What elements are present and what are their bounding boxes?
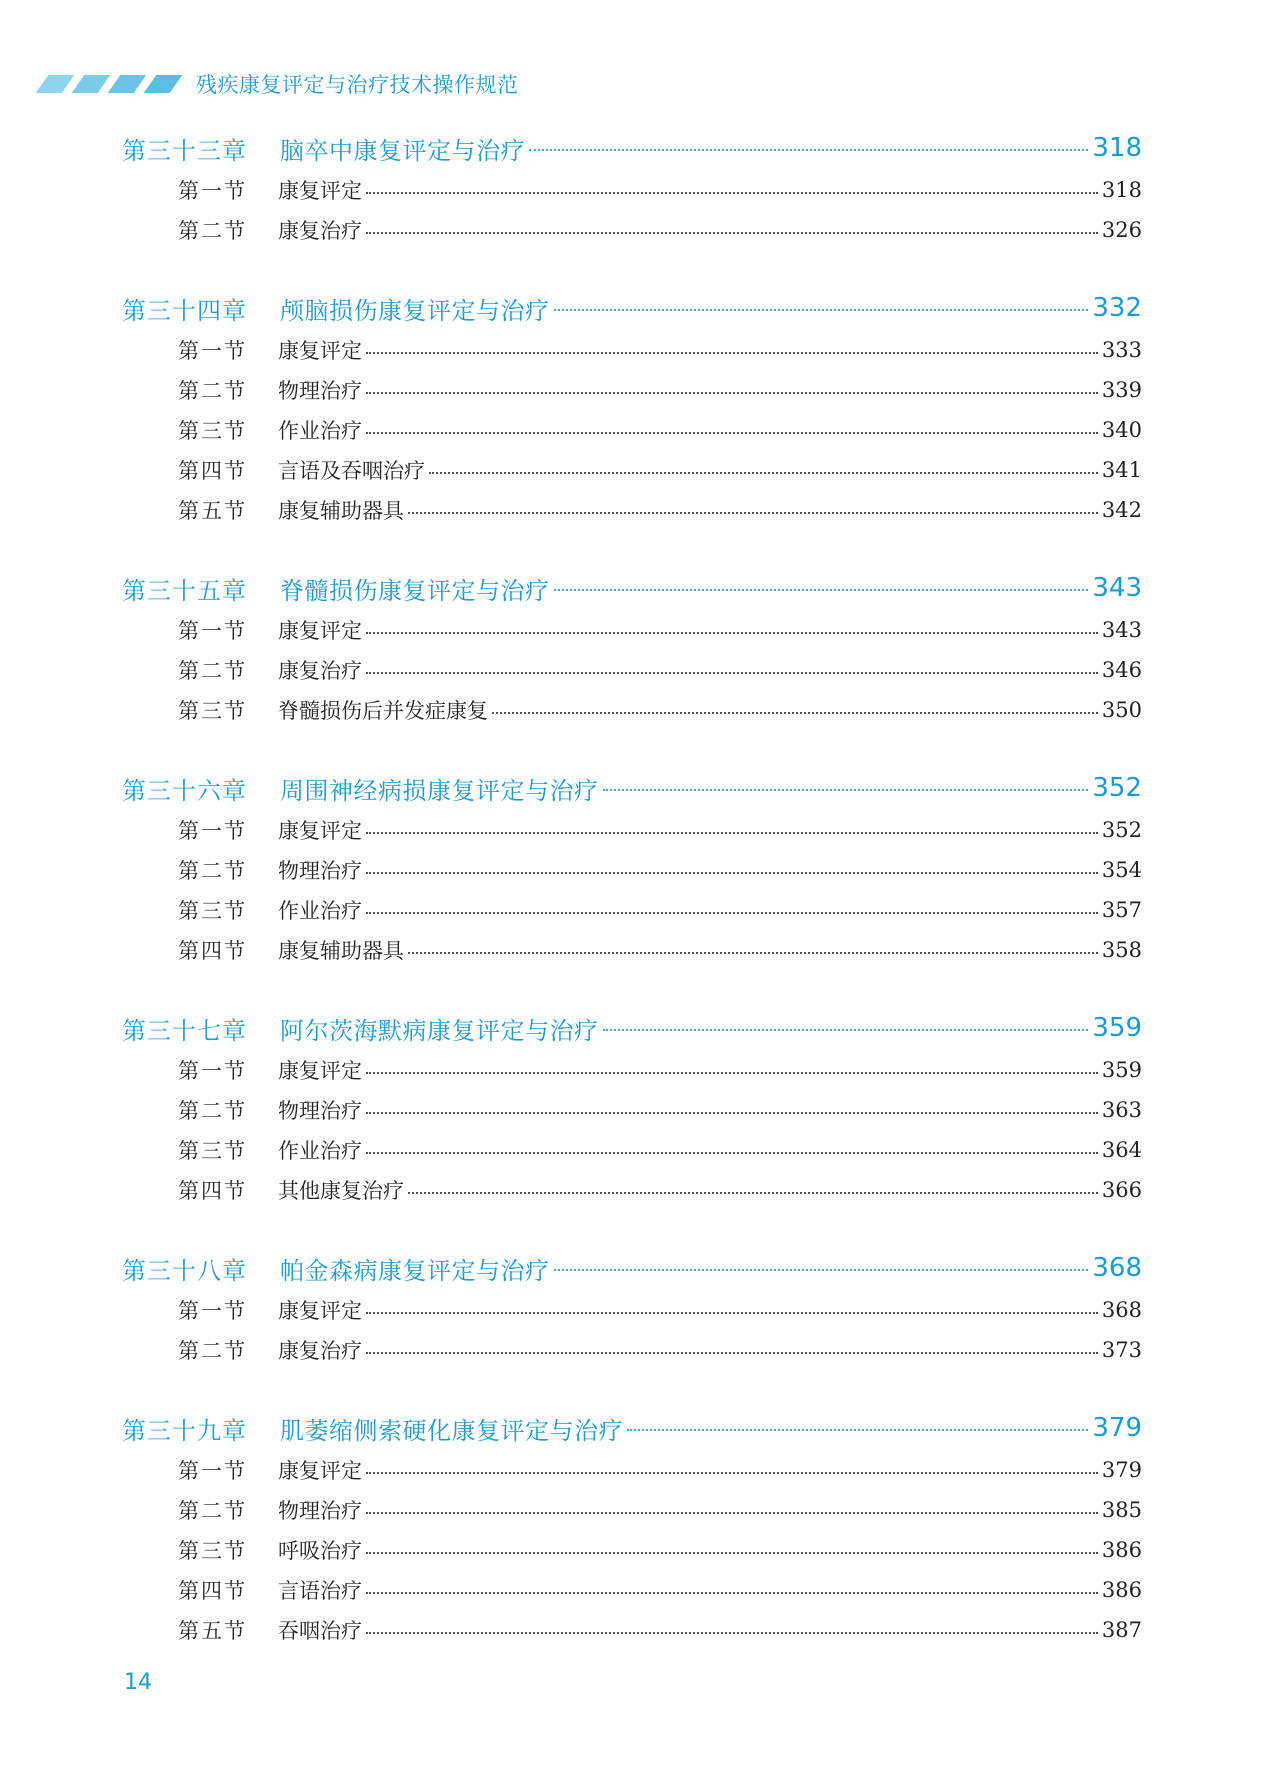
section-page: 386 [1101, 1578, 1142, 1602]
section-title: 呼吸治疗 [278, 1539, 362, 1563]
section-title: 康复治疗 [278, 219, 362, 243]
section-number: 第三节 [178, 1139, 247, 1163]
dot-leader [366, 632, 1098, 634]
section-title: 康复治疗 [278, 1339, 362, 1363]
chapter-block [122, 286, 1142, 530]
section-title: 康复评定 [278, 1059, 362, 1083]
section-entry[interactable] [122, 210, 1142, 250]
section-number: 第二节 [178, 1099, 247, 1123]
section-entry[interactable] [122, 890, 1142, 930]
section-entry[interactable] [122, 1130, 1142, 1170]
section-number: 第一节 [178, 1059, 247, 1083]
stripe-decoration [108, 75, 147, 93]
section-entry[interactable] [122, 1090, 1142, 1130]
section-entry[interactable] [122, 810, 1142, 850]
chapter-number: 第三十四章 [122, 296, 247, 325]
table-of-contents [122, 126, 1142, 1686]
section-number: 第二节 [178, 1499, 247, 1523]
chapter-title: 脑卒中康复评定与治疗 [280, 136, 525, 165]
chapter-block [122, 1246, 1142, 1370]
section-entry[interactable] [122, 850, 1142, 890]
dot-leader [366, 1552, 1098, 1554]
section-entry[interactable] [122, 690, 1142, 730]
dot-leader [366, 872, 1098, 874]
section-entry[interactable] [122, 1050, 1142, 1090]
section-title: 康复辅助器具 [278, 499, 404, 523]
section-title: 物理治疗 [278, 379, 362, 403]
section-number: 第二节 [178, 219, 247, 243]
dot-leader [408, 1192, 1098, 1194]
section-title: 吞咽治疗 [278, 1619, 362, 1643]
dot-leader [554, 309, 1089, 311]
page-number: 14 [124, 1670, 152, 1695]
chapter-title: 肌萎缩侧索硬化康复评定与治疗 [280, 1416, 623, 1445]
chapter-number: 第三十七章 [122, 1016, 247, 1045]
stripe-decoration [36, 75, 75, 93]
section-entry[interactable] [122, 370, 1142, 410]
dot-leader [529, 149, 1088, 151]
section-page: 326 [1101, 218, 1142, 242]
section-title: 作业治疗 [278, 899, 362, 923]
section-page: 364 [1101, 1138, 1142, 1162]
chapter-block [122, 766, 1142, 970]
section-page: 387 [1101, 1618, 1142, 1642]
header-stripes-decoration [42, 75, 186, 93]
section-page: 340 [1101, 418, 1142, 442]
dot-leader [366, 672, 1098, 674]
dot-leader [366, 1312, 1098, 1314]
section-number: 第四节 [178, 459, 247, 483]
chapter-title: 阿尔茨海默病康复评定与治疗 [280, 1016, 599, 1045]
section-page: 350 [1101, 698, 1142, 722]
section-title: 康复评定 [278, 179, 362, 203]
section-entry[interactable] [122, 1290, 1142, 1330]
section-entry[interactable] [122, 490, 1142, 530]
section-page: 358 [1101, 938, 1142, 962]
chapter-page: 318 [1092, 133, 1142, 163]
chapter-page: 359 [1092, 1013, 1142, 1043]
section-entry[interactable] [122, 450, 1142, 490]
section-page: 359 [1101, 1058, 1142, 1082]
section-entry[interactable] [122, 1170, 1142, 1210]
dot-leader [408, 952, 1098, 954]
section-entry[interactable] [122, 330, 1142, 370]
section-title: 康复评定 [278, 819, 362, 843]
dot-leader [366, 432, 1098, 434]
chapter-block [122, 1406, 1142, 1650]
section-page: 363 [1101, 1098, 1142, 1122]
section-title: 康复评定 [278, 1299, 362, 1323]
dot-leader [366, 192, 1098, 194]
chapter-number: 第三十五章 [122, 576, 247, 605]
section-title: 物理治疗 [278, 1099, 362, 1123]
section-page: 354 [1101, 858, 1142, 882]
section-number: 第三节 [178, 699, 247, 723]
section-number: 第一节 [178, 339, 247, 363]
section-entry[interactable] [122, 1530, 1142, 1570]
section-page: 385 [1101, 1498, 1142, 1522]
dot-leader [366, 1112, 1098, 1114]
section-number: 第三节 [178, 1539, 247, 1563]
dot-leader [366, 1472, 1098, 1474]
section-page: 341 [1101, 458, 1142, 482]
dot-leader [366, 1352, 1098, 1354]
section-entry[interactable] [122, 1570, 1142, 1610]
section-number: 第一节 [178, 1299, 247, 1323]
chapter-page: 368 [1092, 1253, 1142, 1283]
chapter-entry[interactable] [122, 566, 1142, 610]
section-entry[interactable] [122, 930, 1142, 970]
chapter-block [122, 1006, 1142, 1210]
section-number: 第二节 [178, 859, 247, 883]
section-page: 386 [1101, 1538, 1142, 1562]
section-entry[interactable] [122, 650, 1142, 690]
section-page: 379 [1101, 1458, 1142, 1482]
section-title: 脊髓损伤后并发症康复 [278, 699, 488, 723]
section-page: 346 [1101, 658, 1142, 682]
section-number: 第五节 [178, 1619, 247, 1643]
section-number: 第一节 [178, 179, 247, 203]
dot-leader [492, 712, 1098, 714]
dot-leader [429, 472, 1098, 474]
chapter-page: 379 [1092, 1413, 1142, 1443]
section-page: 343 [1101, 618, 1142, 642]
section-number: 第一节 [178, 819, 247, 843]
section-title: 物理治疗 [278, 1499, 362, 1523]
chapter-number: 第三十三章 [122, 136, 247, 165]
chapter-title: 脊髓损伤康复评定与治疗 [280, 576, 550, 605]
section-page: 333 [1101, 338, 1142, 362]
dot-leader [554, 1269, 1089, 1271]
section-number: 第二节 [178, 379, 247, 403]
chapter-entry[interactable] [122, 766, 1142, 810]
dot-leader [366, 1152, 1098, 1154]
chapter-number: 第三十八章 [122, 1256, 247, 1285]
chapter-entry[interactable] [122, 1406, 1142, 1450]
chapter-page: 352 [1092, 773, 1142, 803]
section-title: 作业治疗 [278, 1139, 362, 1163]
chapter-entry[interactable] [122, 286, 1142, 330]
section-page: 366 [1101, 1178, 1142, 1202]
section-entry[interactable] [122, 170, 1142, 210]
dot-leader [366, 232, 1098, 234]
chapter-entry[interactable] [122, 1006, 1142, 1050]
section-title: 康复辅助器具 [278, 939, 404, 963]
dot-leader [366, 832, 1098, 834]
section-entry[interactable] [122, 610, 1142, 650]
stripe-decoration [144, 75, 183, 93]
section-title: 物理治疗 [278, 859, 362, 883]
section-page: 357 [1101, 898, 1142, 922]
chapter-number: 第三十九章 [122, 1416, 247, 1445]
chapter-title: 帕金森病康复评定与治疗 [280, 1256, 550, 1285]
chapter-page: 332 [1092, 293, 1142, 323]
section-entry[interactable] [122, 1490, 1142, 1530]
chapter-page: 343 [1092, 573, 1142, 603]
chapter-block [122, 566, 1142, 730]
dot-leader [366, 1512, 1098, 1514]
section-title: 康复治疗 [278, 659, 362, 683]
section-entry[interactable] [122, 1450, 1142, 1490]
section-entry[interactable] [122, 1330, 1142, 1370]
section-entry[interactable] [122, 410, 1142, 450]
stripe-decoration [72, 75, 111, 93]
section-number: 第四节 [178, 1179, 247, 1203]
section-number: 第四节 [178, 939, 247, 963]
section-number: 第一节 [178, 619, 247, 643]
section-page: 368 [1101, 1298, 1142, 1322]
dot-leader [366, 1592, 1098, 1594]
dot-leader [603, 789, 1089, 791]
section-page: 318 [1101, 178, 1142, 202]
chapter-title: 周围神经病损康复评定与治疗 [280, 776, 599, 805]
chapter-entry[interactable] [122, 126, 1142, 170]
section-number: 第五节 [178, 499, 247, 523]
section-number: 第四节 [178, 1579, 247, 1603]
chapter-block [122, 126, 1142, 250]
dot-leader [366, 352, 1098, 354]
dot-leader [554, 589, 1089, 591]
section-page: 352 [1101, 818, 1142, 842]
dot-leader [603, 1029, 1089, 1031]
dot-leader [366, 1632, 1098, 1634]
dot-leader [366, 912, 1098, 914]
section-title: 康复评定 [278, 619, 362, 643]
dot-leader [408, 512, 1098, 514]
section-entry[interactable] [122, 1610, 1142, 1650]
section-number: 第三节 [178, 899, 247, 923]
section-page: 342 [1101, 498, 1142, 522]
section-number: 第二节 [178, 1339, 247, 1363]
section-title: 言语及吞咽治疗 [278, 459, 425, 483]
dot-leader [366, 392, 1098, 394]
chapter-entry[interactable] [122, 1246, 1142, 1290]
section-title: 康复评定 [278, 1459, 362, 1483]
section-title: 言语治疗 [278, 1579, 362, 1603]
chapter-title: 颅脑损伤康复评定与治疗 [280, 296, 550, 325]
chapter-number: 第三十六章 [122, 776, 247, 805]
section-title: 其他康复治疗 [278, 1179, 404, 1203]
dot-leader [366, 1072, 1098, 1074]
section-page: 373 [1101, 1338, 1142, 1362]
dot-leader [627, 1429, 1088, 1431]
book-title: 残疾康复评定与治疗技术操作规范 [196, 73, 519, 97]
running-header [42, 64, 519, 104]
section-page: 339 [1101, 378, 1142, 402]
section-number: 第三节 [178, 419, 247, 443]
section-number: 第一节 [178, 1459, 247, 1483]
section-number: 第二节 [178, 659, 247, 683]
section-title: 作业治疗 [278, 419, 362, 443]
section-title: 康复评定 [278, 339, 362, 363]
